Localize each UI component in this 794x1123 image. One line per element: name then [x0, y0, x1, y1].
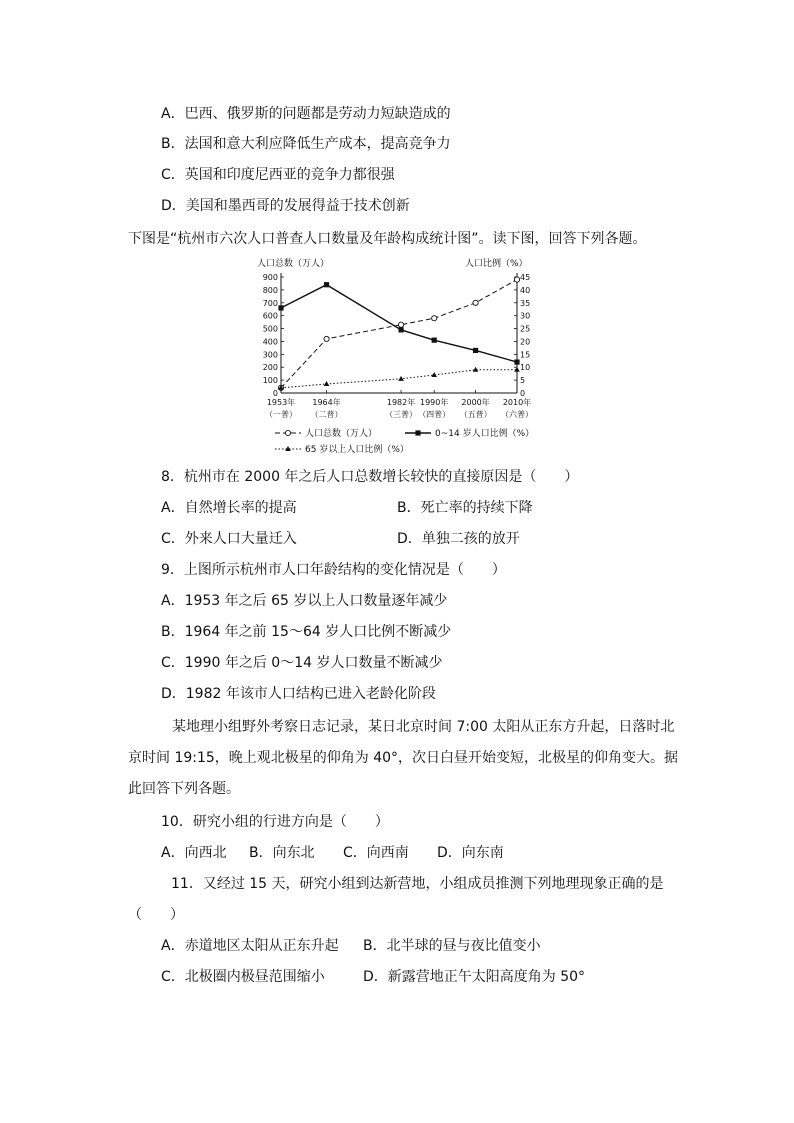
q7-option-c: C．英国和印度尼西亚的竞争力都很强 [161, 167, 395, 183]
left-tick-label: 100 [262, 376, 278, 386]
q11-option-d: D．新露营地正午太阳高度角为 50° [363, 969, 586, 985]
q7-option-a: A．巴西、俄罗斯的问题都是劳动力短缺造成的 [161, 106, 451, 122]
left-tick-label: 0 [272, 389, 278, 398]
chart-frame [257, 257, 533, 419]
series-1-point [473, 300, 478, 305]
q11-stem-line-1: 11．又经过 15 天，研究小组到达新营地，小组成员推测下列地理现象正确的是 [171, 876, 664, 892]
series-1-point [398, 322, 403, 327]
q7-option-b: B．法国和意大利应降低生产成本，提高竞争力 [161, 136, 451, 152]
q8-option-a: A．自然增长率的提高 [161, 500, 297, 516]
x-tick-sublabel: （六普） [501, 410, 533, 419]
x-tick-label: 2000年 [461, 398, 490, 407]
x-tick-sublabel: （三普） [385, 410, 418, 419]
legend-label-3: 65 岁以上人口比例（%） [305, 445, 409, 455]
series-2-point [432, 338, 437, 343]
series-2-point [398, 327, 403, 332]
chart-marks [272, 277, 535, 455]
legend-label-1: 人口总数（万人） [305, 429, 378, 439]
series-2-point [473, 348, 478, 353]
q9-option-d: D．1982 年该市人口结构已进入老龄化阶段 [161, 686, 436, 702]
x-tick-sublabel: （五普） [459, 410, 492, 419]
passage-line-1: 某地理小组野外考察日志记录，某日北京时间 7:00 太阳从正东方升起，日落时北 [172, 719, 675, 735]
series-3-point [324, 381, 330, 386]
left-tick-label: 200 [262, 363, 278, 373]
q11-stem-line-2: （ ） [128, 907, 184, 923]
series-2-point [514, 359, 519, 364]
right-tick-label: 35 [520, 298, 531, 308]
x-tick-sublabel: （四普） [418, 410, 451, 419]
series-1-point [432, 316, 437, 321]
series-3-point [398, 376, 404, 381]
series-line-3 [281, 370, 517, 388]
q9-option-b: B．1964 年之前 15～64 岁人口比例不断减少 [161, 624, 452, 640]
passage-line-2: 京时间 19:15，晚上观北极星的仰角为 40°，次日白昼开始变短，北极星的仰角变大。据 [128, 750, 679, 766]
left-tick-label: 900 [262, 273, 278, 282]
q7-option-d: D．美国和墨西哥的发展得益于技术创新 [161, 198, 410, 214]
chart-intro: 下图是“杭州市六次人口普查人口数量及年龄构成统计图”。读下图，回答下列各题。 [128, 231, 647, 247]
legend-label-2: 0~14 岁人口比例（%） [435, 429, 535, 439]
series-3-point [473, 367, 479, 372]
q10-option-b: B．向东北 [249, 845, 315, 861]
q9-stem: 9．上图所示杭州市人口年龄结构的变化情况是（ ） [161, 562, 506, 578]
x-tick-label: 1953年 [266, 398, 296, 407]
right-tick-label: 45 [520, 273, 531, 282]
left-tick-label: 400 [262, 337, 278, 347]
left-tick-label: 800 [262, 285, 278, 295]
q11-option-b: B．北半球的昼与夜比值变小 [363, 938, 541, 954]
q8-option-d: D．单独二孩的放开 [397, 531, 520, 547]
q10-option-c: C．向西南 [343, 845, 409, 861]
left-axis-title: 人口总数（万人） [257, 259, 330, 269]
q10-option-a: A．向西北 [161, 845, 227, 861]
x-tick-sublabel: （一普） [265, 410, 297, 419]
passage-line-3: 此回答下列各题。 [128, 781, 240, 797]
right-tick-label: 20 [520, 337, 531, 347]
q8-option-c: C．外来人口大量迁入 [161, 531, 297, 547]
right-tick-label: 5 [520, 376, 526, 386]
legend-marker-2 [415, 430, 420, 435]
x-tick-sublabel: （二普） [310, 410, 343, 419]
q10-stem: 10．研究小组的行进方向是（ ） [161, 814, 389, 830]
series-2-point [278, 305, 283, 310]
series-1-point [324, 336, 329, 341]
q8-stem: 8．杭州市在 2000 年之后人口总数增长较快的直接原因是（ ） [161, 469, 579, 485]
left-tick-label: 600 [262, 311, 278, 321]
q9-option-a: A．1953 年之后 65 岁以上人口数量逐年减少 [161, 593, 448, 609]
right-tick-label: 40 [520, 285, 531, 295]
x-tick-label: 1990年 [420, 398, 449, 407]
right-tick-label: 0 [520, 389, 526, 398]
q8-option-b: B．死亡率的持续下降 [397, 500, 533, 516]
left-tick-label: 300 [262, 350, 278, 360]
x-tick-label: 2010年 [502, 398, 532, 407]
series-2-point [324, 282, 329, 287]
series-line-1 [281, 280, 517, 388]
q9-option-c: C．1990 年之后 0～14 岁人口数量不断减少 [161, 655, 443, 671]
series-3-point [431, 372, 437, 377]
right-axis-title: 人口比例（%） [465, 259, 528, 269]
left-tick-label: 700 [262, 298, 278, 308]
right-tick-label: 25 [520, 324, 531, 334]
left-tick-label: 500 [262, 324, 278, 334]
q11-option-c: C．北极圈内极昼范围缩小 [161, 969, 325, 985]
q11-option-a: A．赤道地区太阳从正东升起 [161, 938, 339, 954]
right-tick-label: 30 [520, 311, 531, 321]
legend-marker-1 [285, 430, 290, 435]
x-tick-label: 1964年 [312, 398, 341, 407]
population-chart [255, 255, 545, 460]
q10-option-d: D．向东南 [437, 845, 504, 861]
right-tick-label: 10 [520, 363, 531, 373]
x-tick-label: 1982年 [386, 398, 416, 407]
series-1-point [514, 277, 519, 282]
right-tick-label: 15 [520, 350, 531, 360]
